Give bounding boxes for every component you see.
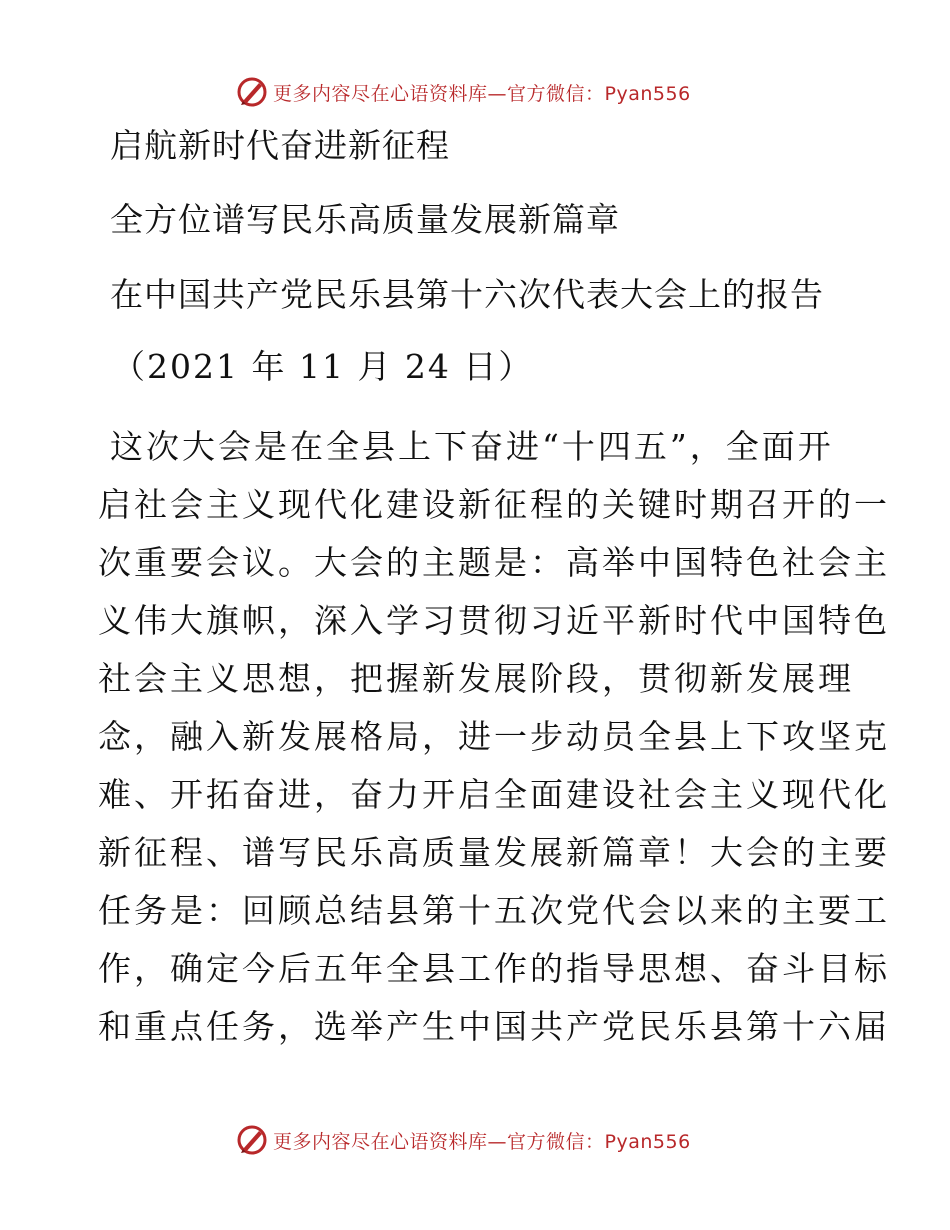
body-line: 作，确定今后五年全县工作的指导思想、奋斗目标 xyxy=(98,949,890,988)
document-date: （2021 年 11 月 24 日） xyxy=(112,347,534,386)
body-line: 和重点任务，选举产生中国共产党民乐县第十六届 xyxy=(98,1007,890,1046)
watermark-text: 更多内容尽在心语资料库—官方微信：Pyan556 xyxy=(273,1130,691,1153)
watermark-footer xyxy=(235,1120,755,1160)
body-line: 难、开拓奋进，奋力开启全面建设社会主义现代化 xyxy=(98,775,890,814)
body-line: 启社会主义现代化建设新征程的关键时期召开的一 xyxy=(98,485,890,524)
body-line: 念，融入新发展格局，进一步动员全县上下攻坚克 xyxy=(98,717,890,756)
watermark-header xyxy=(235,72,755,112)
document-title-line-2: 全方位谱写民乐高质量发展新篇章 xyxy=(110,200,620,239)
document-body xyxy=(98,418,890,1056)
body-line: 次重要会议。大会的主题是：高举中国特色社会主 xyxy=(98,543,890,582)
document-title-line-1: 启航新时代奋进新征程 xyxy=(110,126,450,165)
pen-logo-icon xyxy=(235,75,269,109)
watermark-text: 更多内容尽在心语资料库—官方微信：Pyan556 xyxy=(273,82,691,105)
body-line: 新征程、谱写民乐高质量发展新篇章！大会的主要 xyxy=(98,833,890,872)
document-title-line-3: 在中国共产党民乐县第十六次代表大会上的报告 xyxy=(110,275,824,314)
pen-logo-icon xyxy=(235,1123,269,1157)
body-line: 任务是：回顾总结县第十五次党代会以来的主要工 xyxy=(98,891,890,930)
body-line: 义伟大旗帜，深入学习贯彻习近平新时代中国特色 xyxy=(98,601,890,640)
body-line: 这次大会是在全县上下奋进“十四五”，全面开 xyxy=(110,427,834,466)
body-line: 社会主义思想，把握新发展阶段，贯彻新发展理 xyxy=(98,659,854,698)
